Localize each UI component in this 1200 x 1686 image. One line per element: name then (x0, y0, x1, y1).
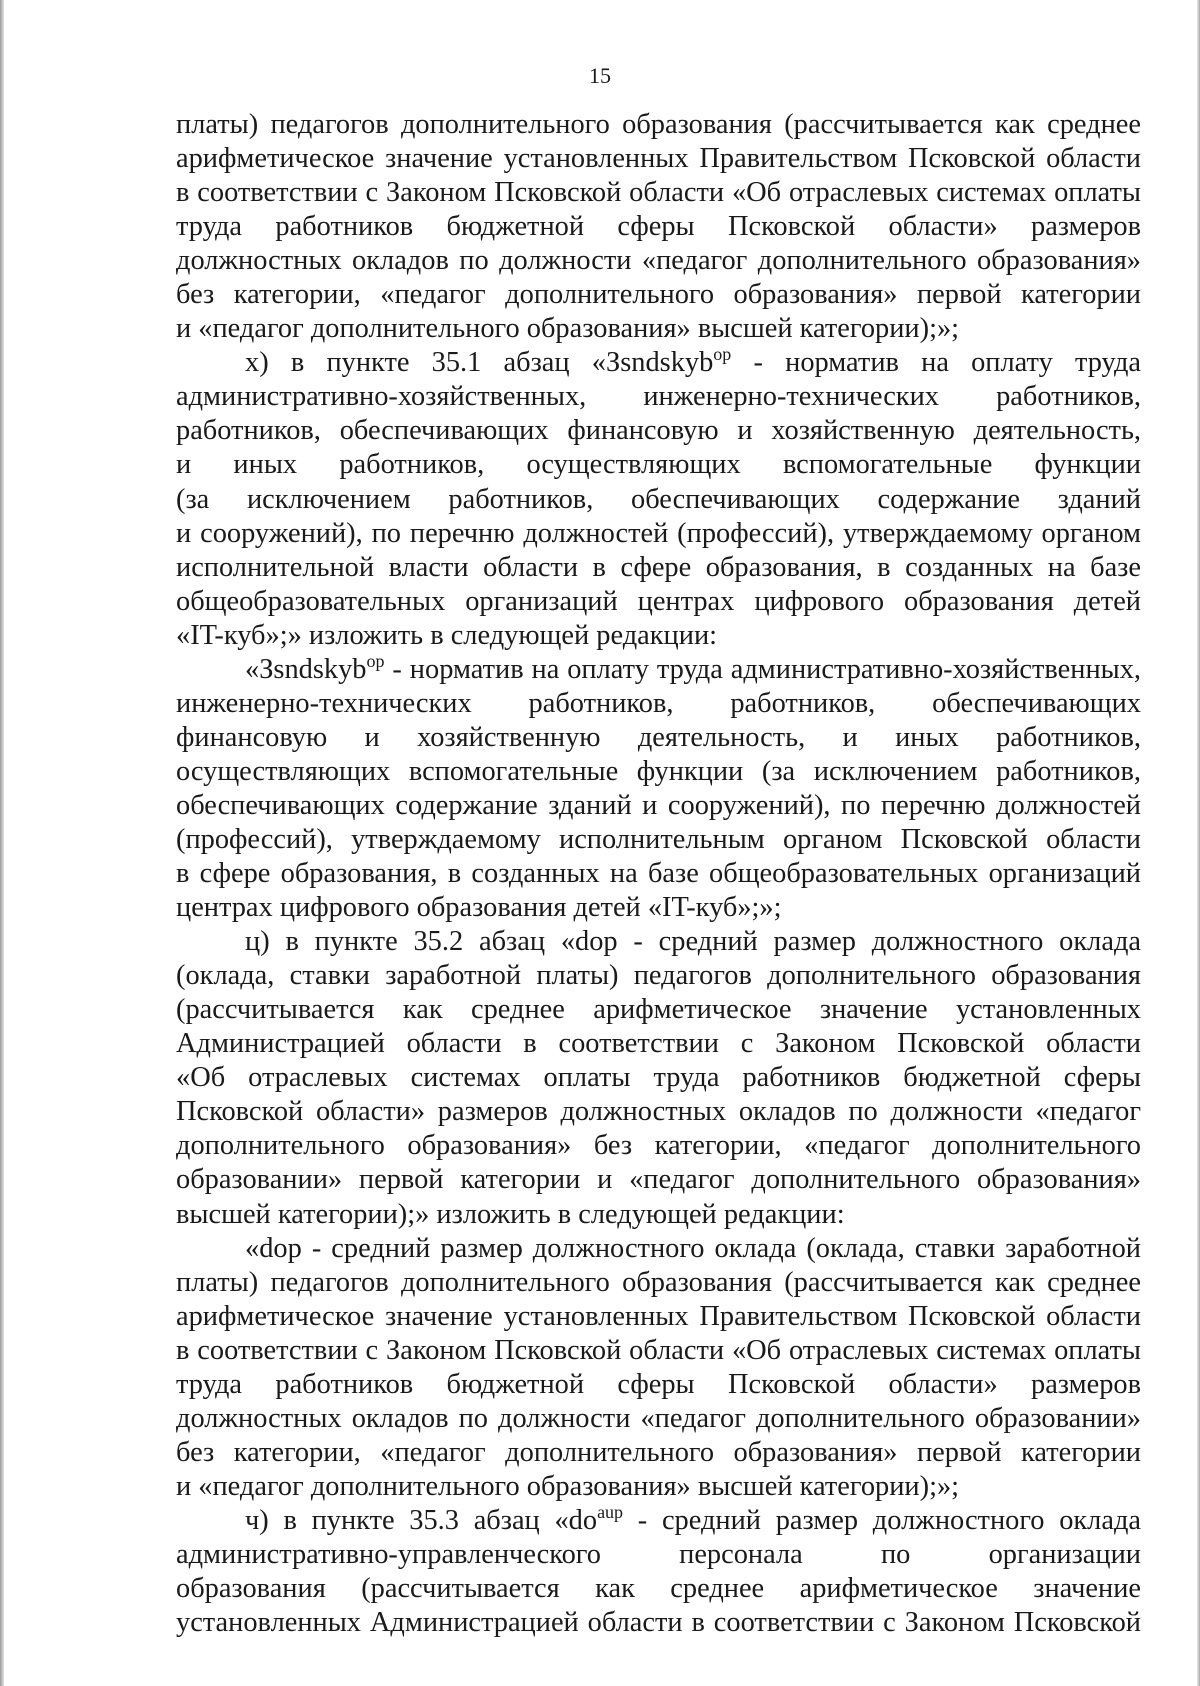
text-line: «Об отраслевых системах оплаты труда работников бюджетной сферы (176, 1062, 1141, 1094)
text-line: дополнительного образования» без категории, «педагог дополнительного (176, 1130, 1141, 1162)
text-line: в соответствии с Законом Псковской области «Об отраслевых системах оплаты (176, 1334, 1141, 1366)
text-line: административно-управленческого персонала по организации (176, 1538, 1141, 1570)
text-line: образовании» первой категории и «педагог дополнительного образования» (176, 1164, 1141, 1196)
text-line: (за исключением работников, обеспечивающих содержание зданий (176, 483, 1141, 515)
text-line: Администрацией области в соответствии с Законом Псковской области (176, 1028, 1141, 1060)
text-line: административно-хозяйственных, инженерно-технических работников, (176, 381, 1141, 413)
text-line: труда работников бюджетной сферы Псковской области» размеров (176, 211, 1141, 243)
page-number: 15 (589, 63, 611, 88)
superscript: op (713, 346, 732, 365)
text-line: «dop - средний размер должностного оклада (оклада, ставки заработной (245, 1232, 1141, 1264)
text-line: арифметическое значение установленных Правительством Псковской области (176, 1300, 1141, 1332)
text-line: инженерно-технических работников, работников, обеспечивающих (176, 687, 1141, 719)
text-line: осуществляющих вспомогательные функции (за исключением работников, (176, 755, 1141, 787)
text-line: и «педагог дополнительного образования» высшей категории);»; (176, 1470, 960, 1502)
text-line: в сфере образования, в созданных на базе общеобразовательных организаций (176, 858, 1141, 890)
text-line: труда работников бюджетной сферы Псковской области» размеров (176, 1368, 1141, 1400)
text-line: платы) педагогов дополнительного образования (рассчитывается как среднее (176, 109, 1141, 140)
text-line: (оклада, ставки заработной платы) педагогов дополнительного образования (176, 960, 1141, 992)
text-line: центрах цифрового образования детей «IT-куб»;»; (176, 892, 782, 924)
text-line: финансовую и хозяйственную деятельность, и иных работников, (176, 721, 1141, 753)
text-segment: - норматив на оплату труда административно-хозяйственных, (384, 653, 1141, 685)
text-line: работников, обеспечивающих финансовую и хозяйственную деятельность, (176, 415, 1141, 447)
text-line: ц) в пункте 35.2 абзац «dop - средний размер должностного оклада (245, 926, 1141, 958)
text-line: «IT-куб»;» изложить в следующей редакции: (176, 619, 718, 651)
text-segment: - норматив на оплату труда (731, 347, 1141, 379)
text-line: обеспечивающих содержание зданий и сооружений), по перечню должностей (176, 789, 1141, 821)
text-line (176, 1504, 1141, 1538)
text-segment: ч) в пункте 35.3 абзац «do (245, 1504, 598, 1536)
text-line: исполнительной власти области в сфере образования, в созданных на базе (176, 551, 1141, 583)
superscript: aup (597, 1503, 624, 1522)
text-line: арифметическое значение установленных Правительством Псковской области (176, 143, 1141, 175)
text-line: должностных окладов по должности «педагог дополнительного образования» (176, 245, 1141, 277)
text-line: в соответствии с Законом Псковской области «Об отраслевых системах оплаты (176, 177, 1141, 209)
text-line: без категории, «педагог дополнительного образования» первой категории (176, 279, 1141, 311)
text-line: и сооружений), по перечню должностей (профессий), утверждаемому органом (176, 517, 1141, 549)
superscript: op (366, 652, 385, 671)
text-segment: х) в пункте 35.1 абзац «Зsndskyb (245, 347, 714, 379)
text-line: и «педагог дополнительного образования» высшей категории);»; (176, 313, 960, 345)
text-line: (рассчитывается как среднее арифметическое значение установленных (176, 994, 1141, 1026)
body-text (176, 108, 1141, 1640)
text-line: образования (рассчитывается как среднее арифметическое значение (176, 1573, 1141, 1605)
text-line: платы) педагогов дополнительного образования (рассчитывается как среднее (176, 1266, 1141, 1298)
text-segment: - средний размер должностного оклада (623, 1504, 1141, 1536)
text-line: без категории, «педагог дополнительного образования» первой категории (176, 1436, 1141, 1468)
text-line (176, 346, 1141, 380)
text-line: и иных работников, осуществляющих вспомогательные функции (176, 449, 1141, 481)
text-line: Псковской области» размеров должностных окладов по должности «педагог (176, 1096, 1141, 1128)
text-segment: «Зsndskyb (245, 653, 367, 685)
text-line: должностных окладов по должности «педагог дополнительного образовании» (176, 1402, 1141, 1434)
text-line: (профессий), утверждаемому исполнительным органом Псковской области (176, 823, 1141, 855)
text-line (176, 653, 1141, 687)
text-line: установленных Администрацией области в соответствии с Законом Псковской (176, 1607, 1141, 1639)
scan-edge-left (0, 0, 4, 1686)
text-line: высшей категории);» изложить в следующей редакции: (176, 1198, 845, 1230)
text-line: общеобразовательных организаций центрах цифрового образования детей (176, 585, 1141, 617)
